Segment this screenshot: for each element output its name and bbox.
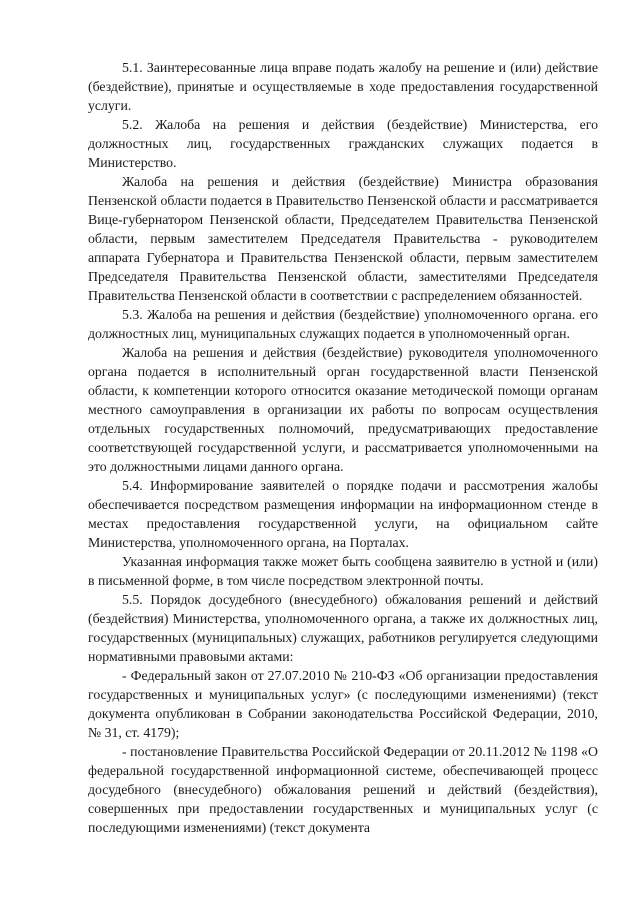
paragraph-federal-law-210: - Федеральный закон от 27.07.2010 № 210-ФЗ «Об организации предоставления государственных и муниципальных услуг» (с последующими изменениями) (текст документа опубликован в Собрании законодательства Российской Федерации, 2010, № 31, ст. 4179); (88, 668, 598, 740)
document-page (88, 58, 598, 837)
paragraph-5-3: 5.3. Жалоба на решения и действия (бездействие) уполномоченного органа. его должностных лиц, муниципальных служащих подается в уполномоченный орган. (88, 307, 598, 341)
paragraph-authorized-body-head-complaint: Жалоба на решения и действия (бездействие) руководителя уполномоченного органа подается в исполнительный орган государственной власти Пензенской области, к компетенции которого относится оказание методической помощи органам местного самоуправления в организации их работы по вопросам осуществления отдельных государственных полномочий, предусматривающих предоставление соответствующей государственной услуги, и рассматривается уполномоченными на это должностными лицами данного органа. (88, 345, 598, 474)
paragraph-5-2: 5.2. Жалоба на решения и действия (бездействие) Министерства, его должностных лиц, государственных гражданских служащих подается в Министерство. (88, 117, 598, 170)
paragraph-5-4: 5.4. Информирование заявителей о порядке подачи и рассмотрения жалобы обеспечивается посредством размещения информации на информационном стенде в местах предоставления государственной услуги, на официальном сайте Министерства, уполномоченного органа, на Порталах. (88, 478, 598, 550)
paragraph-government-decree-1198: - постановление Правительства Российской Федерации от 20.11.2012 № 1198 «О федеральной государственной информационной системе, обеспечивающей процесс досудебного (внесудебного) обжалования решений и действий (бездействия), совершенных при предоставлении государственных и муниципальных услуг (с последующими изменениями) (текст документа (88, 744, 598, 835)
paragraph-info-oral-written: Указанная информация также может быть сообщена заявителю в устной и (или) в письменной форме, в том числе посредством электронной почты. (88, 554, 598, 588)
paragraph-5-5: 5.5. Порядок досудебного (внесудебного) обжалования решений и действий (бездействия) Министерства, уполномоченного органа, а также их должностных лиц, государственных (муниципальных) служащих, работников регулируется следующими нормативными правовыми актами: (88, 592, 598, 664)
paragraph-5-1: 5.1. Заинтересованные лица вправе подать жалобу на решение и (или) действие (бездействие), принятые и осуществляемые в ходе предоставления государственной услуги. (88, 60, 598, 113)
paragraph-minister-complaint: Жалоба на решения и действия (бездействие) Министра образования Пензенской области подается в Правительство Пензенской области и рассматривается Вице-губернатором Пензенской области, Председателем Правительства Пензенской области, первым заместителем Председателя Правительства - руководителем аппарата Губернатора и Правительства Пензенской области, первым заместителем Председателя Правительства Пензенской области, заместителями Председателя Правительства Пензенской области в соответствии с распределением обязанностей. (88, 174, 598, 303)
